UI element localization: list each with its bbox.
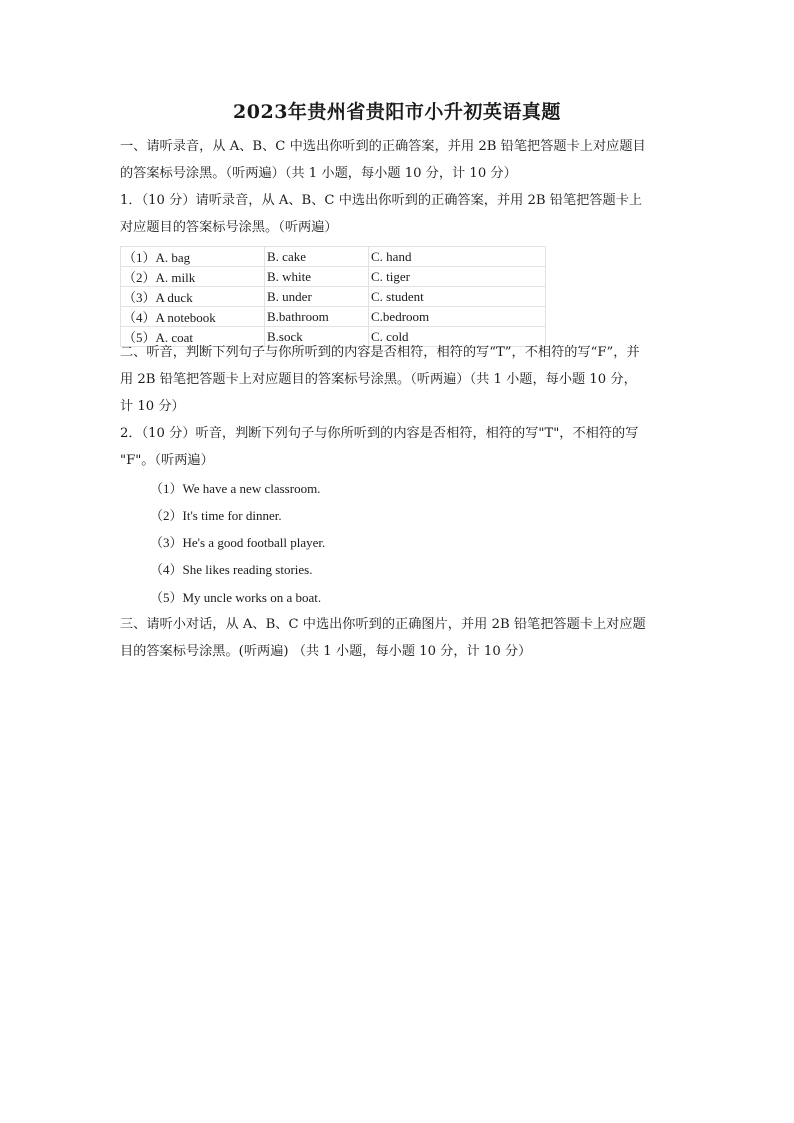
section1-line2: 的答案标号涂黑。（听两遍）（共 1 小题，每小题 10 分，计 10 分） xyxy=(120,166,517,181)
option-b-cell: B.sock xyxy=(265,327,369,347)
sentence-item: （2）It's time for dinner. xyxy=(150,508,282,523)
question2-line2: "F"。（听两遍） xyxy=(120,453,214,468)
option-c-cell: C. hand xyxy=(369,247,546,267)
section2-line3: 计 10 分） xyxy=(120,399,185,414)
table-row xyxy=(121,247,546,267)
option-c-cell: C. student xyxy=(369,287,546,307)
question2-line1: 2．（10 分）听音，判断下列句子与你所听到的内容是否相符，相符的写"T"，不相符的写 xyxy=(120,426,639,441)
table-row xyxy=(121,287,546,307)
section2-line1: 二、听音，判断下列句子与你所听到的内容是否相符，相符的写“T”，不相符的写“F”，并 xyxy=(120,345,640,360)
options-table xyxy=(120,246,546,347)
section1-line1: 一、请听录音，从 A、B、C 中选出你听到的正确答案，并用 2B 铅笔把答题卡上对应题目 xyxy=(120,139,646,154)
option-b-cell: B. under xyxy=(265,287,369,307)
option-a-cell: （3）A duck xyxy=(121,287,265,307)
sentence-item: （3）He's a good football player. xyxy=(150,535,326,550)
option-a-cell: （2）A. milk xyxy=(121,267,265,287)
sentence-item: （5）My uncle works on a boat. xyxy=(150,590,322,605)
sentence-item: （1）We have a new classroom. xyxy=(150,481,321,496)
page-title: 2023年贵州省贵阳市小升初英语真题 xyxy=(233,101,561,123)
option-c-cell: C.bedroom xyxy=(369,307,546,327)
option-a-cell: （5）A. coat xyxy=(121,327,265,347)
sentence-item: （4）She likes reading stories. xyxy=(150,562,313,577)
question1-line1: 1．（10 分）请听录音，从 A、B、C 中选出你听到的正确答案，并用 2B 铅笔把答题卡上 xyxy=(120,193,643,208)
section3-line1: 三、请听小对话，从 A、B、C 中选出你听到的正确图片，并用 2B 铅笔把答题卡上对应题 xyxy=(120,617,646,632)
option-b-cell: B. white xyxy=(265,267,369,287)
table-row xyxy=(121,307,546,327)
section2-line2: 用 2B 铅笔把答题卡上对应题目的答案标号涂黑。（听两遍）（共 1 小题，每小题 10 分， xyxy=(120,372,637,387)
option-a-cell: （1）A. bag xyxy=(121,247,265,267)
option-c-cell: C. cold xyxy=(369,327,546,347)
section3-line2: 目的答案标号涂黑。(听两遍) （共 1 小题，每小题 10 分，计 10 分） xyxy=(120,644,532,659)
option-b-cell: B.bathroom xyxy=(265,307,369,327)
table-row xyxy=(121,267,546,287)
question1-line2: 对应题目的答案标号涂黑。（听两遍） xyxy=(120,220,338,235)
option-c-cell: C. tiger xyxy=(369,267,546,287)
option-b-cell: B. cake xyxy=(265,247,369,267)
option-a-cell: （4）A notebook xyxy=(121,307,265,327)
